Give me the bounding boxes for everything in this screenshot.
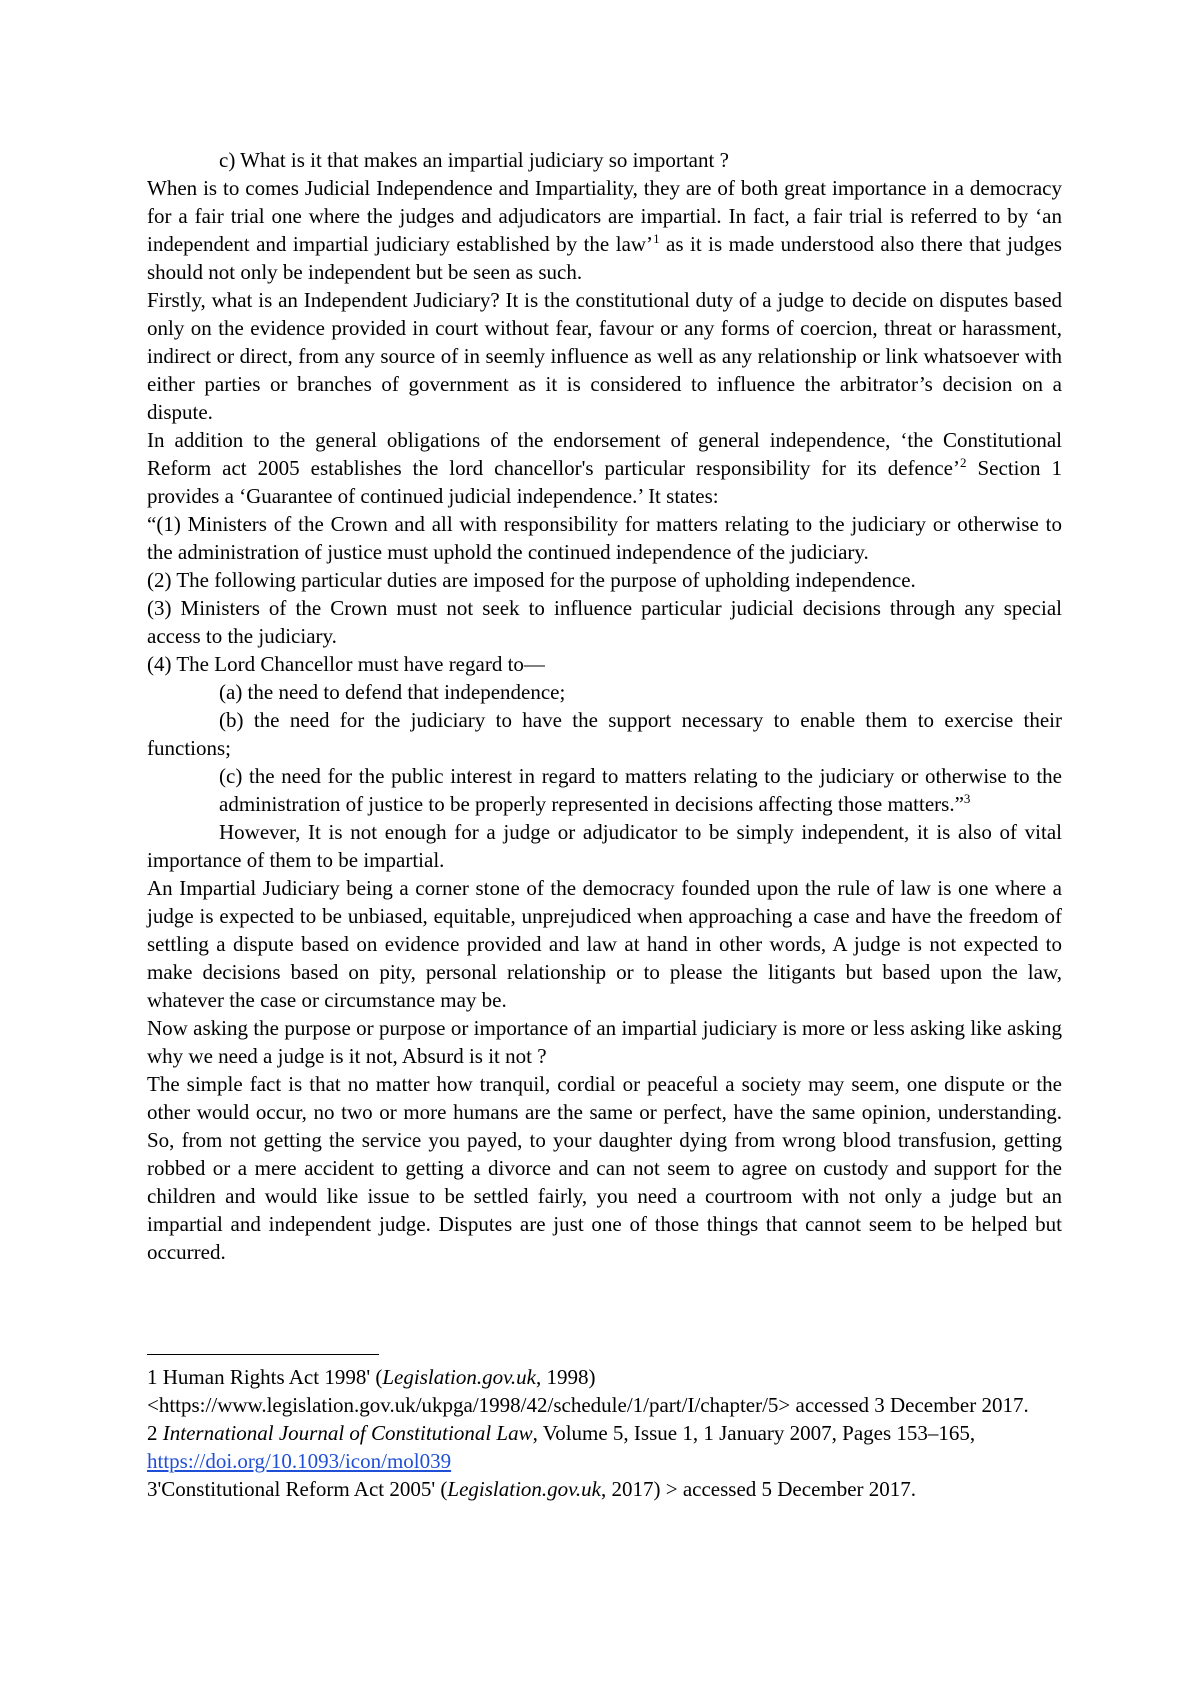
paragraph-independent-judiciary: Firstly, what is an Independent Judiciary? It is the constitutional duty of a judge to decide on disputes based only on the evidence provided in court without fear, favour or any forms of coercion, threat or harassment, indirect or direct, from any source of in seemly influence as well as any relationship or link whatsoever with either parties or branches of government as it is considered to influence the arbitrator’s decision on a dispute. bbox=[147, 288, 1062, 424]
footnote-1-url: <https://www.legislation.gov.uk/ukpga/1998/42/schedule/1/part/I/chapter/5> accessed 3 December 2017. bbox=[147, 1393, 1029, 1417]
footnote-ref-1[interactable]: 1 bbox=[653, 231, 660, 246]
paragraph-constitutional-reform-text-b: Section 1 provides a ‘Guarantee of continued judicial independence.’ It states: bbox=[147, 456, 1062, 508]
paragraph-impartiality: However, It is not enough for a judge or adjudicator to be simply independent, it is also of vital importance of them to be impartial. bbox=[147, 820, 1062, 872]
quote-item-4a: (a) the need to defend that independence; bbox=[219, 680, 566, 704]
footnote-ref-3[interactable]: 3 bbox=[963, 791, 971, 806]
footnote-2-post: , Volume 5, Issue 1, 1 January 2007, Pages 153–165, bbox=[532, 1421, 976, 1445]
footnote-2-link[interactable]: https://doi.org/10.1093/icon/mol039 bbox=[147, 1449, 452, 1473]
footnote-1-post: , 1998) bbox=[535, 1365, 596, 1389]
footnote-2 bbox=[147, 1419, 1062, 1475]
paragraph-constitutional-reform bbox=[147, 426, 1062, 510]
paragraph-simple-fact: The simple fact is that no matter how tranquil, cordial or peaceful a society may seem, one dispute or the other would occur, no two or more humans are the same or perfect, have the same opinion, understanding. So, from not getting the service you payed, to your daughter dying from wrong blood transfusion, getting robbed or a mere accident to getting a divorce and can not seem to agree on custody and support for the children and would like issue to be settled fairly, you need a courtroom with not only a judge but an impartial and independent judge. Disputes are just one of those things that cannot seem to be helped but occurred. bbox=[147, 1072, 1062, 1264]
paragraph-constitutional-reform-text-a: In addition to the general obligations of the endorsement of general independence, ‘the Constitutional Reform act 2005 establishes the lord chancellor's particular responsibility for its defence’ bbox=[147, 428, 1062, 480]
footnote-3-pre: 3'Constitutional Reform Act 2005' ( bbox=[147, 1477, 448, 1501]
quote-item-2: (2) The following particular duties are imposed for the purpose of upholding independence. bbox=[147, 568, 916, 592]
footnote-2-italic: International Journal of Constitutional Law bbox=[162, 1421, 533, 1445]
footnote-1-pre: 1 Human Rights Act 1998' ( bbox=[147, 1365, 383, 1389]
paragraph-purpose: Now asking the purpose or purpose or importance of an impartial judiciary is more or less asking like asking why we need a judge is it not, Absurd is it not ? bbox=[147, 1016, 1062, 1068]
section-heading: c) What is it that makes an impartial judiciary so important ? bbox=[219, 148, 729, 172]
quote-item-4c-text: (c) the need for the public interest in regard to matters relating to the judiciary or otherwise to the administration of justice to be properly represented in decisions affecting those matters.” bbox=[219, 764, 1062, 816]
quote-item-4: (4) The Lord Chancellor must have regard to— bbox=[147, 652, 545, 676]
quote-item-1: “(1) Ministers of the Crown and all with responsibility for matters relating to the judiciary or otherwise to the administration of justice must uphold the continued independence of the judiciary. bbox=[147, 512, 1062, 564]
footnote-3-italic: Legislation.gov.uk bbox=[447, 1477, 601, 1501]
paragraph-intro-text-b: as it is made understood also there that judges should not only be independent but be seen as such. bbox=[147, 232, 1062, 284]
footnote-3 bbox=[147, 1475, 1062, 1503]
footnote-1-italic: Legislation.gov.uk bbox=[382, 1365, 536, 1389]
footnote-2-pre: 2 bbox=[147, 1421, 163, 1445]
quote-item-3: (3) Ministers of the Crown must not seek to influence particular judicial decisions through any special access to the judiciary. bbox=[147, 596, 1062, 648]
footnote-3-post: , 2017) > accessed 5 December 2017. bbox=[600, 1477, 917, 1501]
paragraph-intro bbox=[147, 174, 1062, 286]
document-body bbox=[147, 146, 1062, 1266]
footnote-separator bbox=[147, 1354, 379, 1355]
paragraph-impartial-judiciary: An Impartial Judiciary being a corner stone of the democracy founded upon the rule of law is one where a judge is expected to be unbiased, equitable, unprejudiced when approaching a case and have the freedom of settling a dispute based on evidence provided and law at hand in other words, A judge is not expected to make decisions based on pity, personal relationship or to please the litigants but based upon the law, whatever the case or circumstance may be. bbox=[147, 876, 1062, 1012]
footnote-ref-2[interactable]: 2 bbox=[959, 455, 967, 470]
footnotes bbox=[147, 1363, 1062, 1503]
footnote-1 bbox=[147, 1363, 1062, 1419]
paragraph-intro-text-a: When is to comes Judicial Independence and Impartiality, they are of both great importance in a democracy for a fair trial one where the judges and adjudicators are impartial. In fact, a fair trial is referred to by ‘an independent and impartial judiciary established by the law’ bbox=[147, 176, 1062, 256]
quote-item-4c bbox=[147, 762, 1062, 818]
quote-item-4b: (b) the need for the judiciary to have the support necessary to enable them to exercise their functions; bbox=[147, 708, 1062, 760]
